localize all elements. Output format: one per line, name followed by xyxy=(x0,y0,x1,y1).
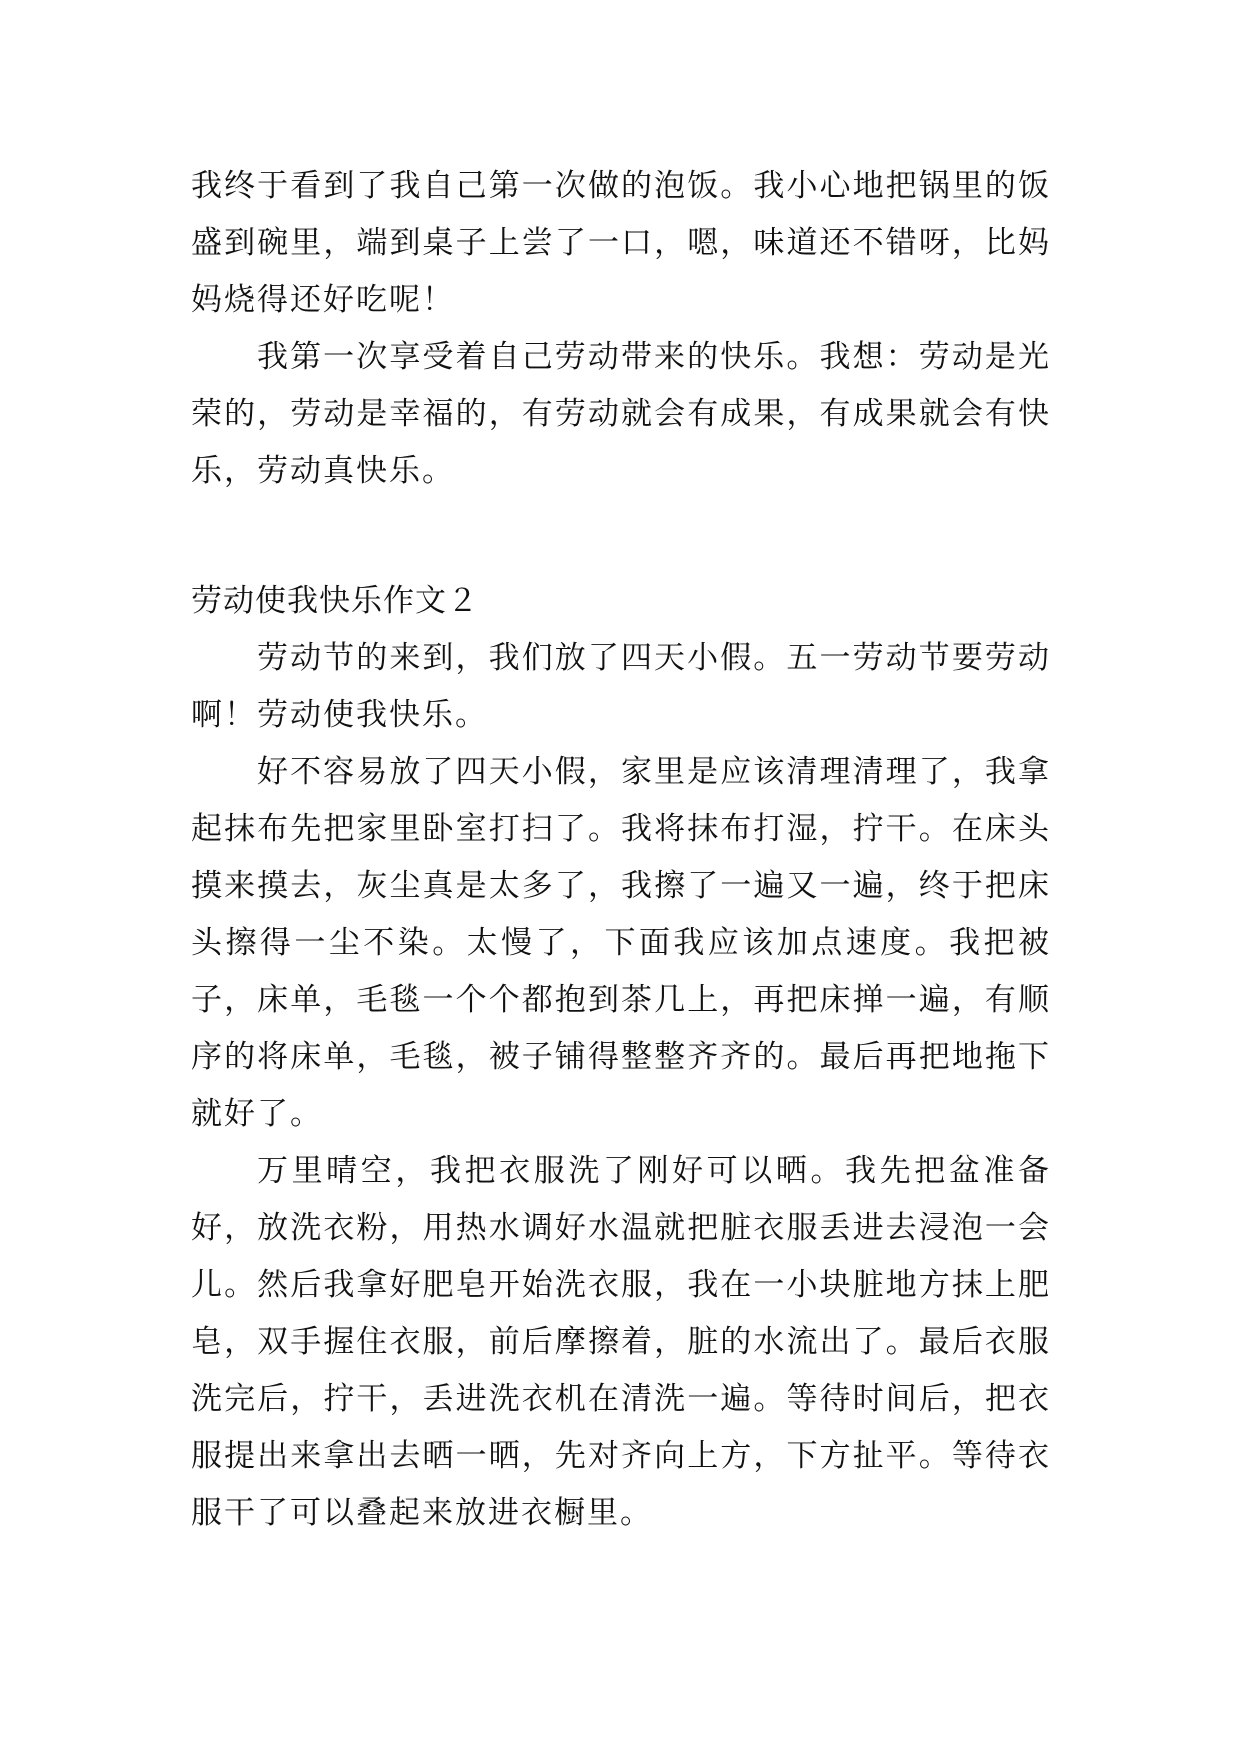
paragraph-intro: 劳动节的来到，我们放了四天小假。五一劳动节要劳动啊！劳动使我快乐。 xyxy=(191,640,1051,733)
paragraph-cleaning: 好不容易放了四天小假，家里是应该清理清理了，我拿起抹布先把家里卧室打扫了。我将抹布打湿，拧干。在床头摸来摸去，灰尘真是太多了，我擦了一遍又一遍，终于把床头擦得一尘不染。太慢了，下面我应该加点速度。我把被子，床单，毛毯一个个都抱到茶几上，再把床掸一遍，有顺序的将床单，毛毯，被子铺得整整齐齐的。最后再把地拖下就好了。 xyxy=(191,754,1051,1132)
paragraph-laundry: 万里晴空，我把衣服洗了刚好可以晒。我先把盆准备好，放洗衣粉，用热水调好水温就把脏衣服丢进去浸泡一会儿。然后我拿好肥皂开始洗衣服，我在一小块脏地方抹上肥皂，双手握住衣服，前后摩擦着，脏的水流出了。最后衣服洗完后，拧干，丢进洗衣机在清洗一遍。等待时间后，把衣服提出来拿出去晒一晒，先对齐向上方，下方扯平。等待衣服干了可以叠起来放进衣橱里。 xyxy=(191,1153,1051,1531)
section-title: 劳动使我快乐作文２ xyxy=(191,583,479,619)
document-body xyxy=(191,158,1051,1542)
paragraph-continued: 我终于看到了我自己第一次做的泡饭。我小心地把锅里的饭盛到碗里，端到桌子上尝了一口，嗯，味道还不错呀，比妈妈烧得还好吃呢！ xyxy=(191,168,1051,318)
paragraph-conclusion: 我第一次享受着自己劳动带来的快乐。我想：劳动是光荣的，劳动是幸福的，有劳动就会有成果，有成果就会有快乐，劳动真快乐。 xyxy=(191,339,1051,489)
